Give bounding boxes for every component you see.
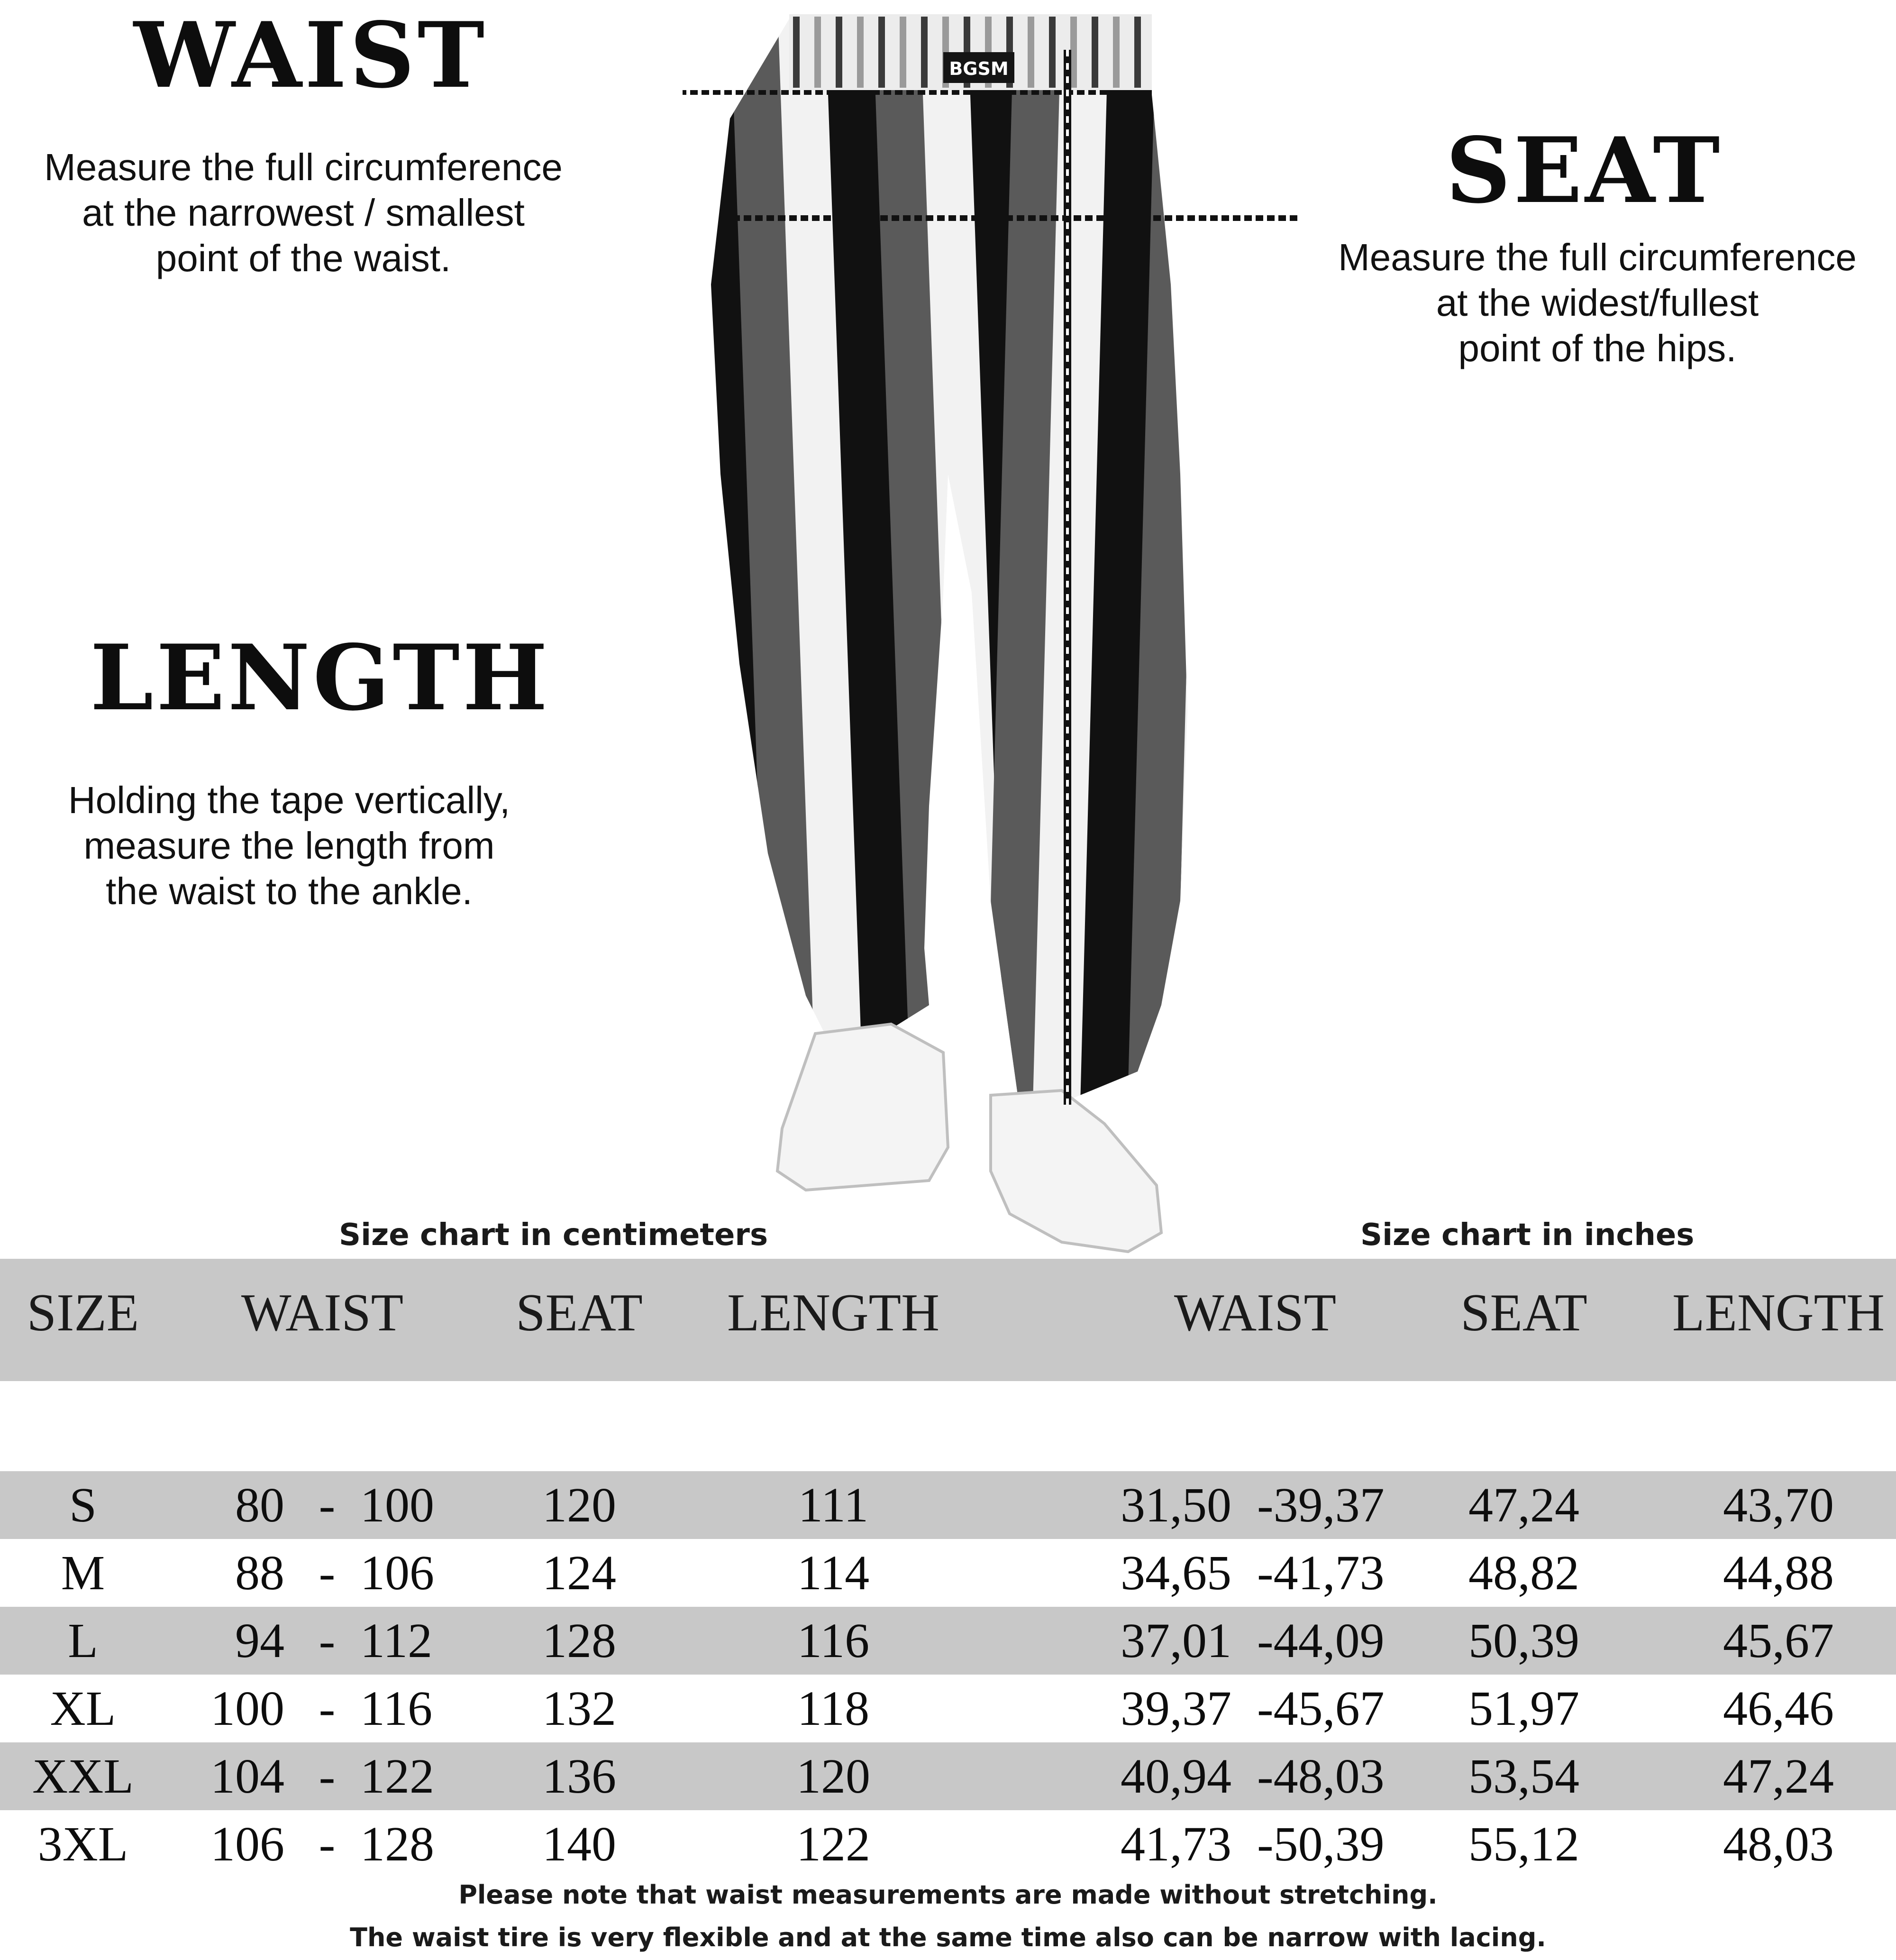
right-shoe (991, 1090, 1161, 1252)
cell-cm-seat: 136 (542, 1749, 616, 1804)
table-row (0, 1742, 1896, 1810)
trouser-body (683, 0, 1299, 1261)
header-cm-length: LENGTH (727, 1283, 939, 1342)
cell-in-length: 47,24 (1723, 1749, 1834, 1804)
cell-in-length: 44,88 (1723, 1546, 1834, 1600)
cell-size: 3XL (37, 1817, 128, 1871)
length-instruction-line: the waist to the ankle. (106, 870, 473, 912)
cell-in-waist-min: 40,94 (1121, 1749, 1231, 1804)
cell-in-waist-min: 31,50 (1121, 1478, 1231, 1532)
waist-instructions (14, 145, 592, 281)
table-row (0, 1607, 1896, 1675)
waist-heading: WAIST (134, 2, 488, 108)
cell-cm-length: 114 (797, 1546, 870, 1600)
seat-instruction-line: Measure the full circumference (1338, 236, 1857, 278)
length-instructions (28, 778, 550, 914)
cell-cm-seat: 124 (542, 1546, 616, 1600)
cell-in-waist-max: -50,39 (1257, 1817, 1385, 1871)
cell-in-waist-max: -41,73 (1257, 1546, 1385, 1600)
size-chart-table (0, 1259, 1896, 1880)
cell-cm-seat: 120 (542, 1478, 616, 1532)
cell-cm-waist-min: 104 (210, 1749, 284, 1804)
header-size: SIZE (27, 1283, 139, 1342)
table-row (0, 1810, 1896, 1878)
cell-in-length: 48,03 (1723, 1817, 1834, 1871)
cell-cm-waist-max: 128 (360, 1817, 434, 1871)
cell-cm-waist-dash: - (319, 1613, 336, 1668)
cell-cm-waist-dash: - (319, 1681, 336, 1736)
length-instruction-line: measure the length from (83, 824, 495, 867)
cell-cm-seat: 132 (542, 1681, 616, 1736)
note-waist-lacing: The waist tire is very flexible and at the same time also can be narrow with lacing. (350, 1923, 1546, 1952)
header-in-seat: SEAT (1460, 1283, 1587, 1342)
brand-label: BGSM (949, 58, 1009, 79)
seat-instruction-line: point of the hips. (1458, 327, 1737, 369)
cell-cm-waist-max: 122 (360, 1749, 434, 1804)
cell-cm-length: 111 (798, 1478, 869, 1532)
cell-cm-waist-max: 100 (360, 1478, 434, 1532)
cell-in-seat: 50,39 (1468, 1613, 1579, 1668)
cell-cm-length: 116 (797, 1613, 870, 1668)
cell-cm-waist-dash: - (319, 1749, 336, 1804)
cell-cm-waist-min: 88 (235, 1546, 284, 1600)
table-header-row (0, 1259, 1896, 1381)
length-heading: LENGTH (90, 625, 551, 731)
cell-in-waist-max: -44,09 (1257, 1613, 1385, 1668)
header-cm-waist: WAIST (241, 1283, 404, 1342)
cell-size: XXL (32, 1749, 134, 1804)
length-instruction-line: Holding the tape vertically, (68, 779, 510, 821)
cell-cm-length: 122 (796, 1817, 870, 1871)
cell-in-length: 45,67 (1723, 1613, 1834, 1668)
header-in-length: LENGTH (1672, 1283, 1885, 1342)
seat-heading: SEAT (1446, 118, 1723, 223)
note-waist-stretching: Please note that waist measurements are made without stretching. (458, 1880, 1438, 1910)
cell-cm-seat: 128 (542, 1613, 616, 1668)
cell-size: S (69, 1478, 97, 1532)
cell-in-waist-max: -48,03 (1257, 1749, 1385, 1804)
header-cm-seat: SEAT (516, 1283, 643, 1342)
cell-cm-waist-dash: - (319, 1546, 336, 1600)
table-row (0, 1675, 1896, 1742)
cell-in-waist-min: 37,01 (1121, 1613, 1231, 1668)
cell-cm-waist-min: 94 (235, 1613, 284, 1668)
cell-in-seat: 47,24 (1468, 1478, 1579, 1532)
cell-cm-seat: 140 (542, 1817, 616, 1871)
cell-cm-waist-max: 112 (360, 1613, 433, 1668)
trouser-stripe (1218, 0, 1299, 1261)
cell-cm-length: 118 (797, 1681, 870, 1736)
waist-instruction-line: Measure the full circumference (44, 146, 563, 188)
cell-cm-waist-min: 100 (210, 1681, 284, 1736)
cell-in-waist-min: 34,65 (1121, 1546, 1231, 1600)
left-shoe (777, 1024, 948, 1190)
cell-in-seat: 53,54 (1468, 1749, 1579, 1804)
header-in-waist: WAIST (1174, 1283, 1337, 1342)
cell-in-seat: 48,82 (1468, 1546, 1579, 1600)
cell-in-length: 43,70 (1723, 1478, 1834, 1532)
cell-in-length: 46,46 (1723, 1681, 1834, 1736)
cell-in-seat: 51,97 (1468, 1681, 1579, 1736)
cell-in-waist-min: 41,73 (1121, 1817, 1231, 1871)
cell-cm-length: 120 (796, 1749, 870, 1804)
seat-instructions (1308, 235, 1887, 371)
cell-in-waist-min: 39,37 (1121, 1681, 1231, 1736)
cell-cm-waist-max: 106 (360, 1546, 434, 1600)
table-row (0, 1539, 1896, 1607)
striped-trousers-illustration (683, 0, 1299, 1261)
caption-inches: Size chart in inches (1360, 1218, 1695, 1253)
waist-instruction-line: point of the waist. (155, 237, 451, 279)
cell-size: XL (50, 1681, 116, 1736)
table-row (0, 1471, 1896, 1539)
cell-size: L (68, 1613, 98, 1668)
waist-instruction-line: at the narrowest / smallest (82, 192, 525, 234)
cell-in-seat: 55,12 (1468, 1817, 1579, 1871)
cell-cm-waist-dash: - (319, 1478, 336, 1532)
seat-instruction-line: at the widest/fullest (1436, 282, 1759, 324)
cell-in-waist-max: -45,67 (1257, 1681, 1385, 1736)
cell-cm-waist-min: 106 (210, 1817, 284, 1871)
cell-size: M (61, 1546, 105, 1600)
cell-cm-waist-max: 116 (360, 1681, 433, 1736)
cell-cm-waist-dash: - (319, 1817, 336, 1871)
caption-centimeters: Size chart in centimeters (339, 1218, 768, 1253)
cell-cm-waist-min: 80 (235, 1478, 284, 1532)
cell-in-waist-max: -39,37 (1257, 1478, 1385, 1532)
